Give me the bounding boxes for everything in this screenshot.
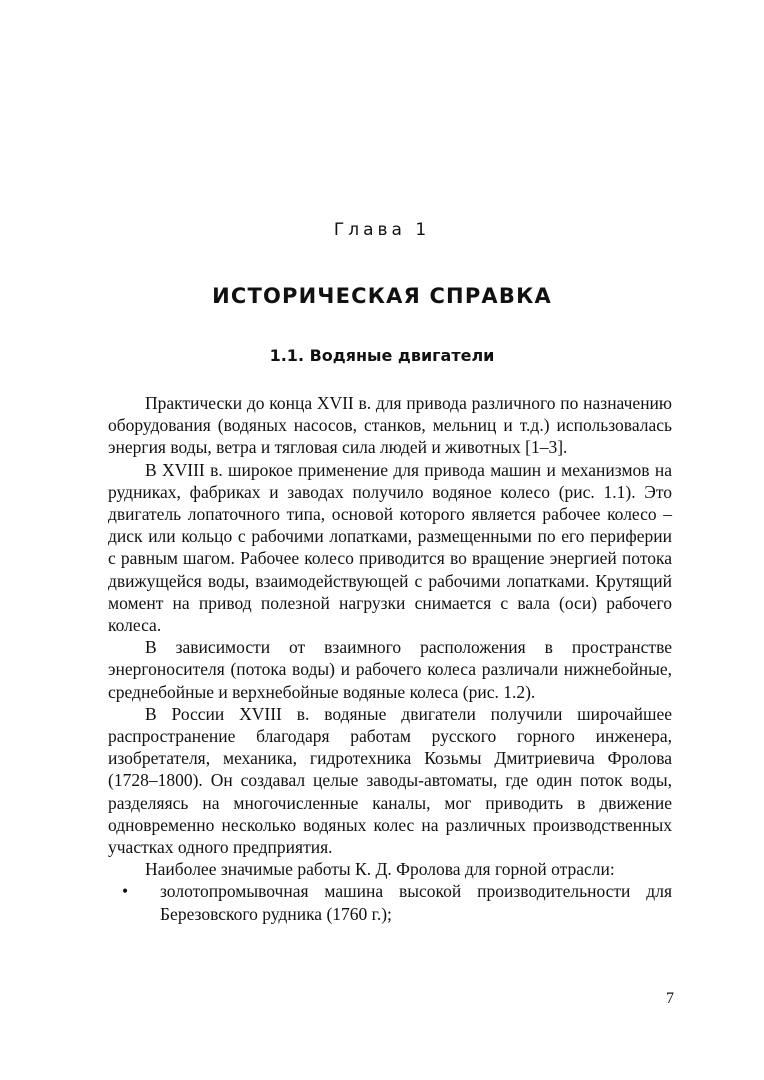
list-intro-paragraph: Наиболее значимые работы К. Д. Фролова для горной отрасли:	[145, 859, 615, 880]
page-number: 7	[666, 990, 674, 1007]
body-text	[108, 392, 672, 925]
bullet-list	[108, 880, 672, 924]
paragraph: Практически до конца XVII в. для привода различного по назначению оборудования (водяных насосов, станков, мельниц и т.д.) использовалась энергия воды, ветра и тягловая сила людей и животных [1–3].	[108, 393, 672, 458]
chapter-label: Глава 1	[333, 220, 431, 240]
list-item	[108, 880, 672, 924]
section-title: 1.1. Водяные двигатели	[269, 346, 495, 365]
bullet-icon: •	[122, 881, 129, 902]
paragraph: В зависимости от взаимного расположения в пространстве энергоносителя (потока воды) и рабочего колеса различали нижнебойные, среднебойные и верхнебойные водяные колеса (рис. 1.2).	[108, 637, 672, 702]
list-item-text: золотопромывочная машина высокой производительности для Березовского рудника (1760 г.);	[160, 881, 672, 924]
paragraph: В XVIII в. широкое применение для привода машин и механизмов на рудниках, фабриках и заводах получило водяное колесо (рис. 1.1). Это двигатель лопаточного типа, основой которого является рабочее колесо – диск или кольцо с рабочими лопатками, размещенными по его периферии с равным шагом. Рабочее колесо приводится во вращение энергией потока движущейся воды, взаимодействующей с рабочими лопатками. Крутящий момент на привод полезной нагрузки снимается с вала (оси) рабочего колеса.	[108, 459, 672, 636]
chapter-title: ИСТОРИЧЕСКАЯ СПРАВКА	[212, 284, 552, 308]
paragraph: В России XVIII в. водяные двигатели получили широчайшее распространение благодаря работам русского горного инженера, изобретателя, механика, гидротехника Козьмы Дмитриевича Фролова (1728–1800). Он создавал целые заводы-автоматы, где один поток воды, разделяясь на многочисленные каналы, мог приводить в движение одновременно несколько водяных колес на различных производственных участках одного предприятия.	[108, 703, 672, 858]
